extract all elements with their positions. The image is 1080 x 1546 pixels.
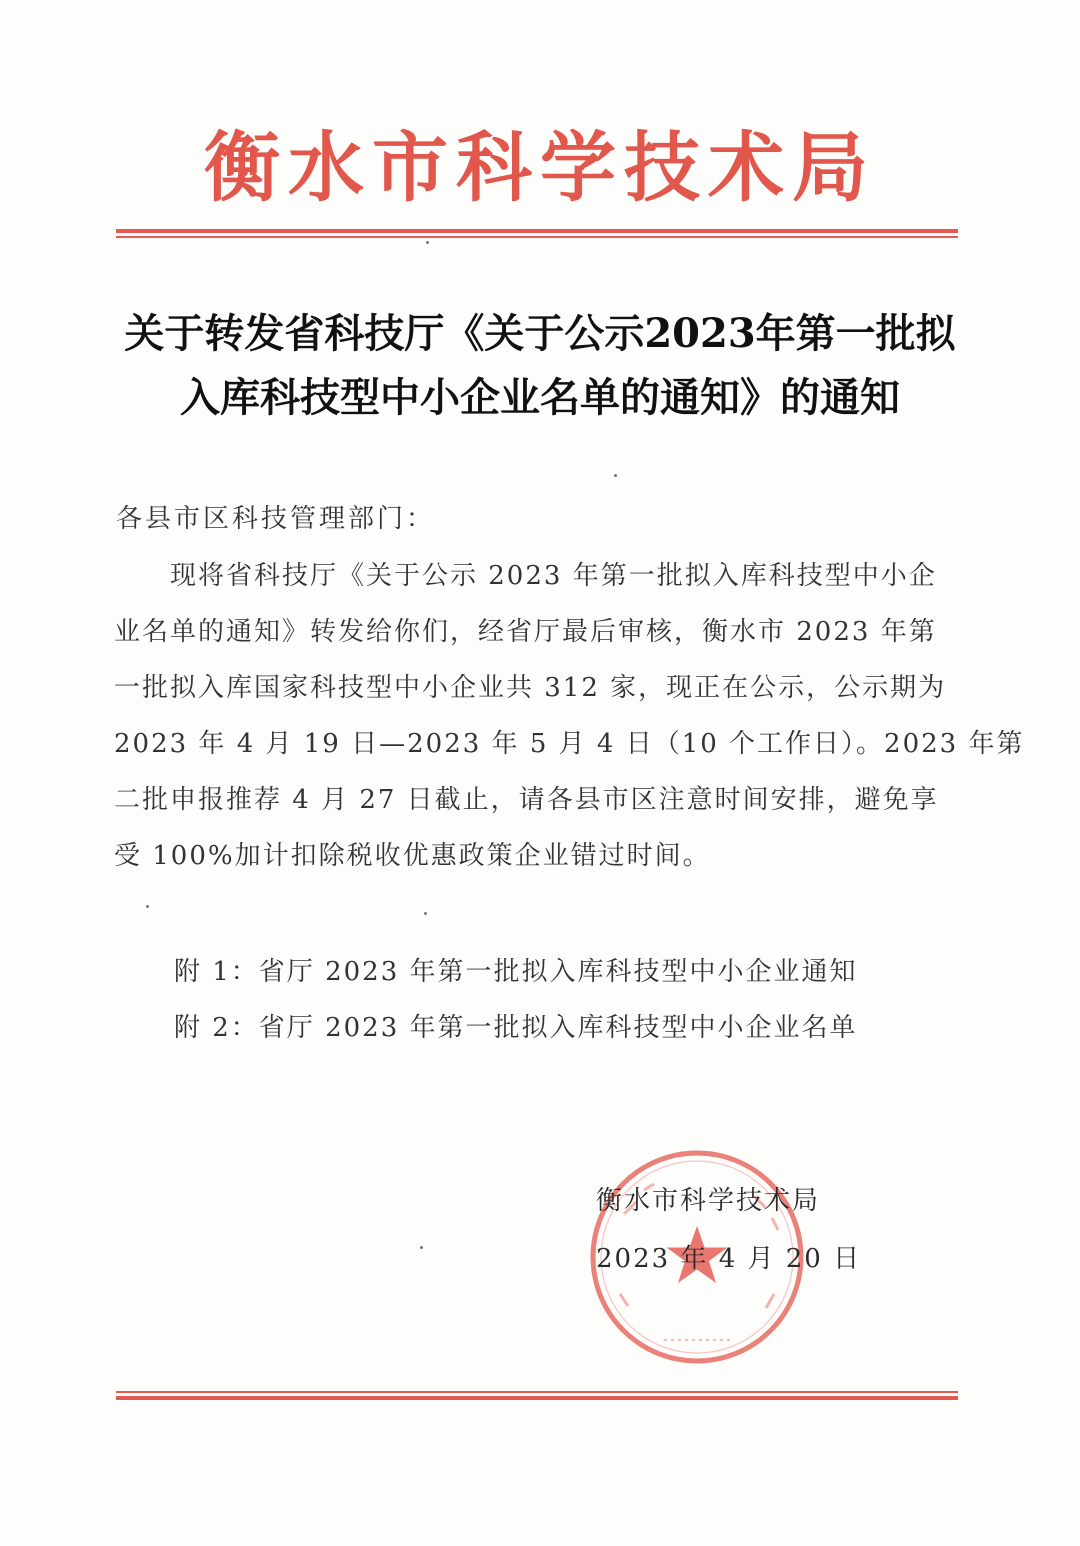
body-line-6: 受 100%加计扣除税收优惠政策企业错过时间。 [114,841,711,871]
footer-rule-thin [116,1391,958,1393]
body-line-3: 一批拟入库国家科技型中小企业共 312 家，现正在公示，公示期为 [114,673,947,703]
body-line-2: 业名单的通知》转发给你们，经省厅最后审核，衡水市 2023 年第 [114,617,937,647]
attachment-item-1: 附 1：省厅 2023 年第一批拟入库科技型中小企业通知 [174,957,858,987]
document-title-line-1: 关于转发省科技厅《关于公示2023年第一批拟 [124,310,956,357]
scan-speck [426,241,429,244]
document-title [100,302,980,430]
body-line-1: 现将省科技厅《关于公示 2023 年第一批拟入库科技型中小企 [114,561,937,591]
letterhead-title: 衡水市科学技术局 [204,123,876,212]
signature-date: 2023 年 4 月 20 日 [596,1244,862,1274]
document-title-line-2: 入库科技型中小企业名单的通知》的通知 [180,374,900,421]
scan-speck [146,905,149,908]
body-paragraph [114,548,1025,884]
attachment-item-2: 附 2：省厅 2023 年第一批拟入库科技型中小企业名单 [174,1013,858,1043]
letterhead-rule-thick [116,229,958,233]
scan-speck [424,912,427,915]
footer-rule-thick [116,1396,958,1400]
scan-speck [420,1246,423,1249]
attachment-list [174,944,858,1056]
body-line-4: 2023 年 4 月 19 日—2023 年 5 月 4 日（10 个工作日）。2023 年第 [114,729,1025,759]
body-line-5: 二批申报推荐 4 月 27 日截止，请各县市区注意时间安排，避免享 [114,785,939,815]
letterhead-rule-thin [116,236,958,238]
signature-org: 衡水市科学技术局 [596,1186,821,1216]
signature-block [596,1172,861,1288]
salutation: 各县市区科技管理部门： [116,504,436,534]
scan-speck [614,474,617,477]
